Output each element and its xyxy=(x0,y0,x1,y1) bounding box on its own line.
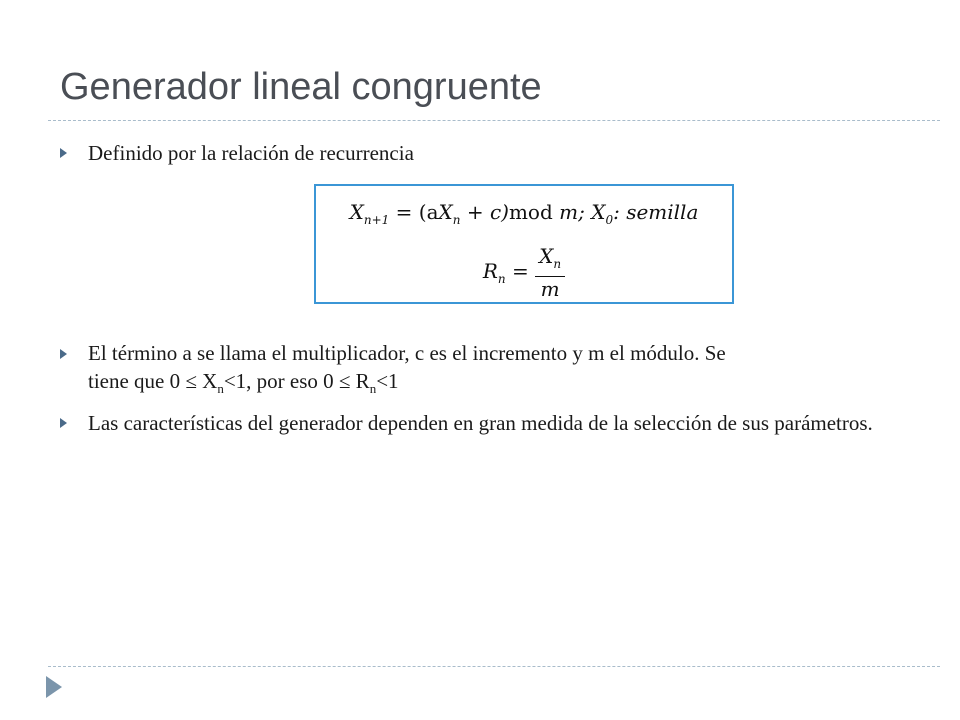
corner-arrow-icon xyxy=(46,676,62,698)
fraction: $\frac{X_n}{m}$ xyxy=(535,244,565,301)
formula-box xyxy=(314,184,734,304)
bullet-arrow-icon xyxy=(60,148,67,158)
recurrence-formula: $X_{n+1} = (aX_n + c)mod$ m; $X_0$: semilla xyxy=(349,200,699,227)
bullet-arrow-icon xyxy=(60,349,67,359)
footer-divider xyxy=(48,666,940,667)
bullet-characteristics: Las características del generador dependen en gran medida de la selección de sus parámetros. xyxy=(88,411,873,435)
bullet-arrow-icon xyxy=(60,418,67,428)
title-divider xyxy=(48,120,940,121)
slide-title: Generador lineal congruente xyxy=(60,66,542,108)
bullet-parameters: El término a se llama el multiplicador, c es el incremento y m el módulo. Se tiene que $0 \le X_n<1$, por eso $0 \le R_n<1$ xyxy=(88,341,726,397)
normalization-formula: $R_n$ = $\frac{X_n}{m}$ xyxy=(316,244,732,301)
bullet-definition: Definido por la relación de recurrencia xyxy=(88,141,414,165)
